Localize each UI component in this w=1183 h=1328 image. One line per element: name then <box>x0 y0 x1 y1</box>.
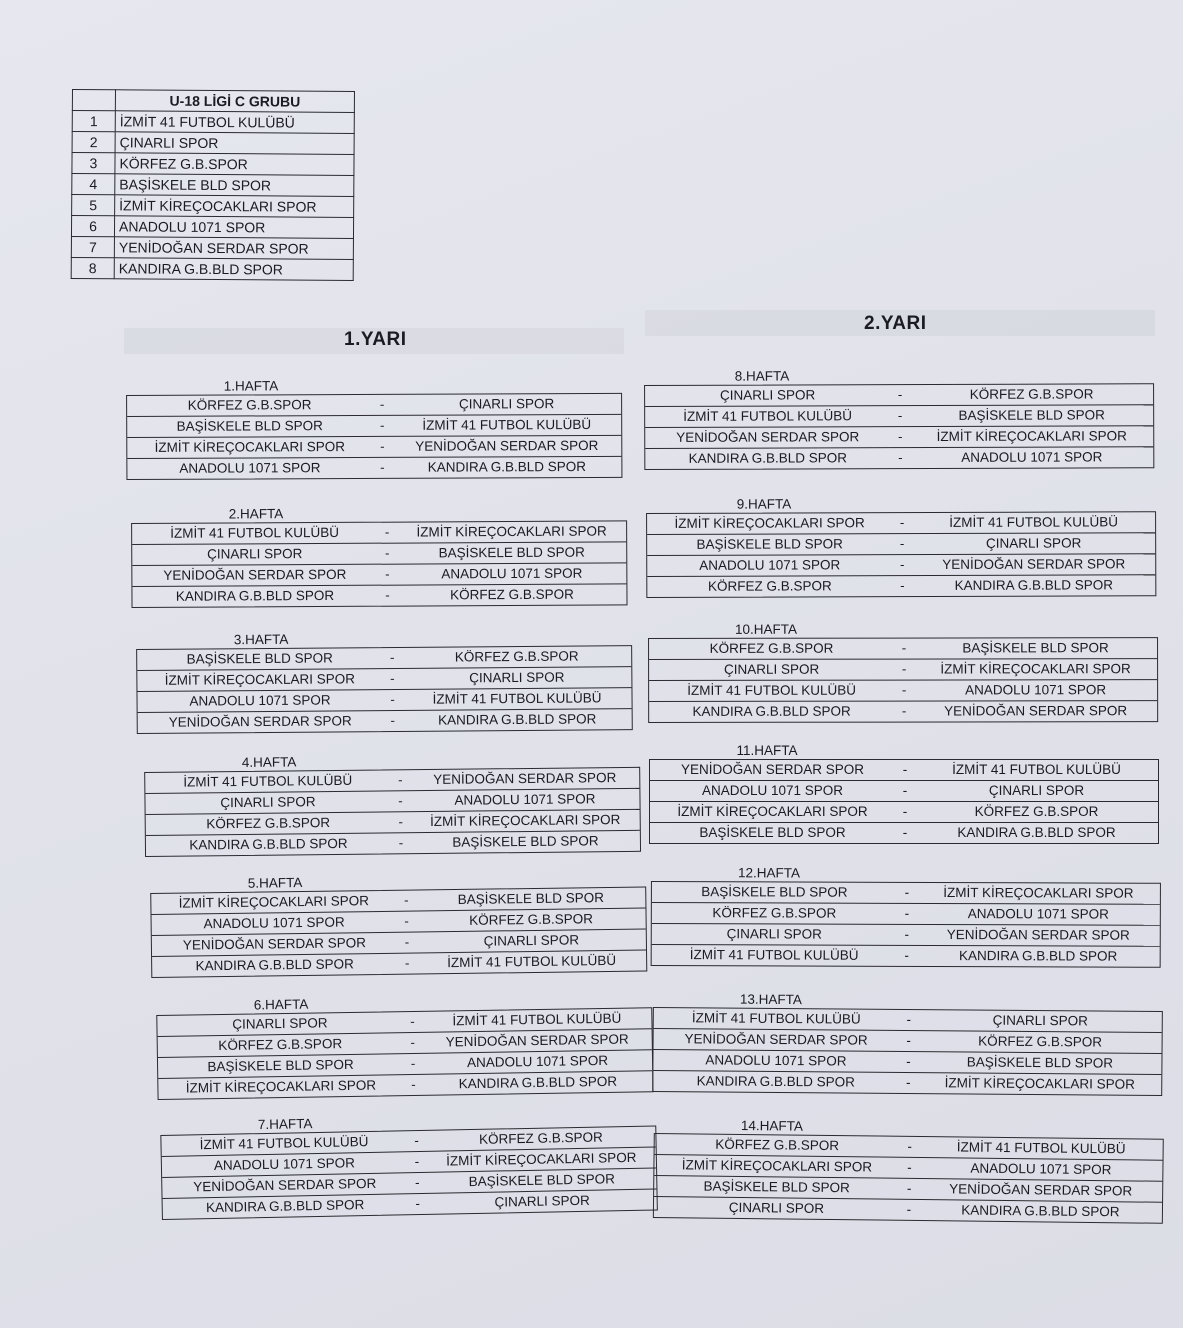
week-match-table <box>644 383 1154 470</box>
match-separator: - <box>397 772 403 788</box>
match-separator: - <box>904 947 909 963</box>
away-team: BAŞİSKELE BLD SPOR <box>468 1171 616 1190</box>
week-match-table <box>150 887 647 978</box>
team-number: 5 <box>72 195 115 216</box>
team-row <box>71 236 353 259</box>
team-name: BAŞİSKELE BLD SPOR <box>115 174 354 197</box>
home-team: KÖRFEZ G.B.SPOR <box>709 640 834 656</box>
match-separator: - <box>899 536 905 552</box>
away-team: ÇINARLI SPOR <box>986 535 1082 551</box>
match-separator: - <box>410 1055 416 1072</box>
team-list-header-row <box>72 90 354 113</box>
team-row <box>71 216 353 239</box>
away-team: İZMİT 41 FUTBOL KULÜBÜ <box>452 1010 622 1029</box>
home-team: BAŞİSKELE BLD SPOR <box>186 650 333 667</box>
team-row <box>71 257 353 280</box>
team-name: KANDIRA G.B.BLD SPOR <box>114 258 353 281</box>
match-separator: - <box>403 892 409 908</box>
home-team: ANADOLU 1071 SPOR <box>705 1052 847 1069</box>
home-team: KANDIRA G.B.BLD SPOR <box>205 1197 365 1216</box>
away-team: KÖRFEZ G.B.SPOR <box>454 648 579 665</box>
match-separator: - <box>906 1180 912 1196</box>
week-block <box>644 366 1154 470</box>
away-team: İZMİT KİREÇOCAKLARI SPOR <box>936 428 1127 444</box>
away-team: KÖRFEZ G.B.SPOR <box>478 1129 603 1147</box>
home-team: KÖRFEZ G.B.SPOR <box>712 905 837 921</box>
match-row <box>650 760 1158 780</box>
home-team: ANADOLU 1071 SPOR <box>203 914 345 932</box>
team-name: ANADOLU 1071 SPOR <box>114 216 353 239</box>
match-row <box>649 700 1157 722</box>
match-separator: - <box>902 825 908 840</box>
match-separator: - <box>380 459 385 475</box>
match-separator: - <box>901 703 907 719</box>
week-match-table <box>144 767 641 857</box>
away-team: İZMİT KİREÇOCAKLARI SPOR <box>416 523 607 540</box>
match-separator: - <box>390 691 395 708</box>
away-team: İZMİT 41 FUTBOL KULÜBÜ <box>432 690 602 707</box>
match-separator: - <box>899 557 905 573</box>
match-separator: - <box>902 783 908 798</box>
away-team: ÇINARLI SPOR <box>494 1192 590 1210</box>
match-separator: - <box>906 1011 912 1028</box>
match-row <box>649 638 1157 659</box>
away-team: YENİDOĞAN SERDAR SPOR <box>949 1181 1133 1199</box>
match-separator: - <box>404 913 409 929</box>
away-team: ANADOLU 1071 SPOR <box>967 906 1109 922</box>
team-list-table <box>71 89 355 281</box>
match-separator: - <box>414 1175 420 1191</box>
home-team: İZMİT KİREÇOCAKLARI SPOR <box>178 893 370 911</box>
team-row <box>72 195 354 218</box>
match-separator: - <box>905 1074 911 1091</box>
team-number: 8 <box>71 257 114 278</box>
home-team: İZMİT 41 FUTBOL KULÜBÜ <box>683 408 853 424</box>
home-team: KANDIRA G.B.BLD SPOR <box>696 1073 855 1090</box>
team-number: 3 <box>72 153 115 174</box>
match-row <box>645 446 1153 469</box>
match-separator: - <box>902 762 908 777</box>
match-row <box>132 583 626 607</box>
team-list-header: U-18 LİGİ C GRUBU <box>115 90 354 113</box>
home-team: İZMİT 41 FUTBOL KULÜBÜ <box>183 772 353 790</box>
home-team: YENİDOĞAN SERDAR SPOR <box>680 762 865 777</box>
away-team: ÇINARLI SPOR <box>992 1012 1088 1029</box>
match-separator: - <box>897 429 903 445</box>
week-block <box>126 376 622 480</box>
week-block <box>651 864 1161 968</box>
week-title: 10.HAFTA <box>734 621 798 637</box>
week-title: 13.HAFTA <box>739 991 802 1008</box>
away-team: İZMİT 41 FUTBOL KULÜBÜ <box>447 952 617 971</box>
home-team: KANDIRA G.B.BLD SPOR <box>195 956 354 974</box>
home-team: KÖRFEZ G.B.SPOR <box>715 1136 840 1154</box>
match-separator: - <box>384 524 390 540</box>
away-team: KANDIRA G.B.BLD SPOR <box>954 577 1113 593</box>
week-title: 12.HAFTA <box>737 865 800 881</box>
home-team: İZMİT 41 FUTBOL KULÜBÜ <box>691 1010 861 1027</box>
home-team: YENİDOĞAN SERDAR SPOR <box>193 1175 377 1195</box>
match-separator: - <box>384 545 390 561</box>
away-team: ANADOLU 1071 SPOR <box>970 1160 1112 1178</box>
week-title: 6.HAFTA <box>253 996 309 1013</box>
match-row <box>654 1028 1162 1053</box>
away-team: İZMİT KİREÇOCAKLARI SPOR <box>429 812 621 830</box>
team-name: İZMİT KİREÇOCAKLARI SPOR <box>115 195 354 218</box>
match-row <box>652 902 1160 925</box>
away-team: KANDIRA G.B.BLD SPOR <box>458 1073 618 1092</box>
away-team: KÖRFEZ G.B.SPOR <box>450 586 574 603</box>
match-separator: - <box>410 1013 415 1030</box>
match-row <box>647 553 1155 576</box>
away-team: İZMİT KİREÇOCAKLARI SPOR <box>944 1075 1135 1092</box>
week-title: 4.HAFTA <box>241 754 297 770</box>
home-team: İZMİT KİREÇOCAKLARI SPOR <box>185 1077 377 1096</box>
away-team: İZMİT KİREÇOCAKLARI SPOR <box>943 885 1134 901</box>
week-match-table <box>648 637 1158 723</box>
away-team: ANADOLU 1071 SPOR <box>965 682 1107 698</box>
home-team: YENİDOĞAN SERDAR SPOR <box>168 713 352 730</box>
match-separator: - <box>385 566 390 582</box>
team-row <box>72 132 354 155</box>
week-title: 8.HAFTA <box>734 368 790 384</box>
home-team: İZMİT 41 FUTBOL KULÜBÜ <box>170 524 340 541</box>
match-row <box>127 435 621 458</box>
home-team: BAŞİSKELE BLD SPOR <box>176 418 323 434</box>
away-team: YENİDOĞAN SERDAR SPOR <box>433 770 617 787</box>
match-separator: - <box>900 578 905 594</box>
away-team: KANDIRA G.B.BLD SPOR <box>437 711 597 728</box>
match-row <box>647 574 1155 597</box>
away-team: İZMİT 41 FUTBOL KULÜBÜ <box>422 416 592 433</box>
home-team: YENİDOĞAN SERDAR SPOR <box>676 429 860 445</box>
team-row <box>72 153 354 176</box>
match-separator: - <box>398 814 404 830</box>
week-match-table <box>131 520 627 608</box>
team-number: 6 <box>71 216 114 237</box>
home-team: YENİDOĞAN SERDAR SPOR <box>684 1031 868 1048</box>
match-separator: - <box>899 515 905 531</box>
home-team: İZMİT 41 FUTBOL KULÜBÜ <box>689 947 859 963</box>
team-number: 7 <box>71 236 114 257</box>
home-team: ANADOLU 1071 SPOR <box>213 1155 356 1173</box>
match-separator: - <box>390 712 396 729</box>
home-team: KÖRFEZ G.B.SPOR <box>218 1036 343 1054</box>
match-separator: - <box>907 1159 912 1175</box>
away-team: YENİDOĞAN SERDAR SPOR <box>944 703 1128 719</box>
home-team: ÇINARLI SPOR <box>220 794 316 811</box>
week-block <box>646 494 1156 598</box>
away-team: BAŞİSKELE BLD SPOR <box>452 833 599 850</box>
second-half-title: 2.YARI <box>864 313 927 334</box>
home-team: BAŞİSKELE BLD SPOR <box>207 1056 354 1075</box>
home-team: KÖRFEZ G.B.SPOR <box>707 578 832 594</box>
week-match-table <box>156 1007 653 1100</box>
away-team: KANDIRA G.B.BLD SPOR <box>961 1202 1120 1220</box>
away-team: İZMİT 41 FUTBOL KULÜBÜ <box>949 514 1119 530</box>
match-separator: - <box>390 670 395 687</box>
week-match-table <box>160 1125 658 1220</box>
match-separator: - <box>901 661 907 677</box>
match-separator: - <box>414 1154 420 1170</box>
home-team: İZMİT KİREÇOCAKLARI SPOR <box>164 671 356 688</box>
away-team: BAŞİSKELE BLD SPOR <box>958 407 1105 423</box>
match-separator: - <box>415 1196 421 1212</box>
match-row <box>137 666 631 691</box>
match-row <box>649 658 1157 680</box>
home-team: ÇINARLI SPOR <box>232 1015 328 1032</box>
week-block <box>144 750 641 857</box>
match-separator: - <box>897 387 903 403</box>
match-row <box>647 532 1155 555</box>
home-team: BAŞİSKELE BLD SPOR <box>699 825 846 840</box>
home-team: İZMİT 41 FUTBOL KULÜBÜ <box>199 1134 369 1153</box>
home-team: ÇINARLI SPOR <box>719 387 816 403</box>
match-row <box>132 562 626 586</box>
week-match-table <box>136 645 633 734</box>
away-team: ÇINARLI SPOR <box>469 669 565 686</box>
away-team: İZMİT 41 FUTBOL KULÜBÜ <box>956 1139 1126 1157</box>
week-title: 14.HAFTA <box>740 1117 803 1134</box>
match-separator: - <box>404 934 410 950</box>
week-block <box>131 503 628 608</box>
week-block <box>653 1116 1164 1224</box>
match-row <box>645 425 1153 448</box>
first-half-title: 1.YARI <box>344 329 407 350</box>
match-row <box>137 687 631 712</box>
home-team: ÇINARLI SPOR <box>726 926 822 942</box>
home-team: ANADOLU 1071 SPOR <box>699 557 841 573</box>
match-row <box>127 414 621 437</box>
match-row <box>647 512 1155 534</box>
match-separator: - <box>898 450 903 466</box>
match-separator: - <box>901 640 907 656</box>
team-number: 4 <box>72 174 115 195</box>
home-team: BAŞİSKELE BLD SPOR <box>701 884 848 900</box>
away-team: KÖRFEZ G.B.SPOR <box>974 804 1099 819</box>
away-team: ÇINARLI SPOR <box>458 396 555 412</box>
team-number: 1 <box>72 111 115 132</box>
team-name: YENİDOĞAN SERDAR SPOR <box>114 237 353 260</box>
away-team: İZMİT 41 FUTBOL KULÜBÜ <box>952 762 1121 777</box>
week-block <box>156 990 654 1100</box>
away-team: ANADOLU 1071 SPOR <box>454 791 596 808</box>
home-team: ANADOLU 1071 SPOR <box>701 783 844 798</box>
home-team: KÖRFEZ G.B.SPOR <box>187 397 312 413</box>
match-separator: - <box>902 804 908 819</box>
match-row <box>127 456 621 479</box>
away-team: ANADOLU 1071 SPOR <box>441 565 583 582</box>
match-separator: - <box>904 884 910 900</box>
away-team: İZMİT KİREÇOCAKLARI SPOR <box>446 1149 637 1169</box>
match-row <box>645 384 1153 406</box>
team-name: KÖRFEZ G.B.SPOR <box>115 153 354 176</box>
home-team: BAŞİSKELE BLD SPOR <box>703 1178 850 1196</box>
match-row <box>652 944 1160 967</box>
team-row <box>72 111 354 134</box>
match-row <box>653 1070 1161 1095</box>
week-block <box>136 628 633 734</box>
away-team: BAŞİSKELE BLD SPOR <box>438 544 585 561</box>
match-separator: - <box>414 1133 419 1149</box>
away-team: YENİDOĞAN SERDAR SPOR <box>415 437 599 454</box>
match-separator: - <box>906 1032 911 1049</box>
away-team: YENİDOĞAN SERDAR SPOR <box>946 927 1130 943</box>
match-row <box>652 923 1160 946</box>
week-title: 5.HAFTA <box>247 875 303 891</box>
away-team: YENİDOĞAN SERDAR SPOR <box>942 556 1126 572</box>
home-team: ÇINARLI SPOR <box>723 661 820 677</box>
team-name: ÇINARLI SPOR <box>115 132 354 155</box>
week-match-table <box>646 511 1156 598</box>
home-team: YENİDOĞAN SERDAR SPOR <box>182 935 367 953</box>
match-row <box>653 1049 1161 1074</box>
match-row <box>127 394 621 416</box>
week-block <box>648 620 1158 723</box>
match-row <box>138 708 632 733</box>
home-team: KÖRFEZ G.B.SPOR <box>206 815 331 832</box>
match-row <box>650 801 1158 822</box>
away-team: BAŞİSKELE BLD SPOR <box>457 890 605 907</box>
match-separator: - <box>907 1138 913 1154</box>
match-row <box>654 1008 1162 1032</box>
week-title: 9.HAFTA <box>736 496 792 512</box>
home-team: YENİDOĞAN SERDAR SPOR <box>163 566 347 583</box>
match-separator: - <box>398 835 404 851</box>
match-row <box>132 521 626 544</box>
match-separator: - <box>897 408 903 424</box>
away-team: KANDIRA G.B.BLD SPOR <box>957 825 1116 840</box>
week-block <box>652 990 1163 1096</box>
match-row <box>132 541 626 565</box>
away-team: ÇINARLI SPOR <box>483 932 580 949</box>
away-team: BAŞİSKELE BLD SPOR <box>966 1054 1114 1071</box>
week-block <box>150 870 647 978</box>
match-row <box>650 780 1158 801</box>
match-row <box>137 646 631 670</box>
home-team: İZMİT KİREÇOCAKLARI SPOR <box>674 515 865 531</box>
away-team: YENİDOĞAN SERDAR SPOR <box>445 1031 629 1050</box>
home-team: ANADOLU 1071 SPOR <box>179 460 321 476</box>
away-team: KÖRFEZ G.B.SPOR <box>978 1033 1103 1050</box>
home-team: ÇINARLI SPOR <box>728 1199 825 1216</box>
team-row <box>72 174 354 197</box>
away-team: KANDIRA G.B.BLD SPOR <box>958 948 1118 964</box>
home-team: İZMİT 41 FUTBOL KULÜBÜ <box>687 682 857 698</box>
week-match-table <box>649 759 1159 844</box>
away-team: ANADOLU 1071 SPOR <box>961 449 1103 465</box>
home-team: KANDIRA G.B.BLD SPOR <box>692 703 851 719</box>
home-team: KANDIRA G.B.BLD SPOR <box>189 835 348 853</box>
week-match-table <box>653 1133 1164 1224</box>
away-team: KÖRFEZ G.B.SPOR <box>969 386 1094 402</box>
match-separator: - <box>906 1053 911 1070</box>
match-separator: - <box>379 396 385 412</box>
week-match-table <box>652 1007 1163 1096</box>
away-team: ÇINARLI SPOR <box>988 783 1085 798</box>
week-block <box>160 1108 658 1220</box>
week-title: 3.HAFTA <box>233 631 289 648</box>
match-separator: - <box>906 1201 912 1217</box>
week-title: 11.HAFTA <box>736 743 798 758</box>
home-team: İZMİT KİREÇOCAKLARI SPOR <box>154 439 345 455</box>
away-team: KANDIRA G.B.BLD SPOR <box>427 458 587 475</box>
match-separator: - <box>410 1034 416 1051</box>
team-number: 2 <box>72 132 115 153</box>
home-team: KANDIRA G.B.BLD SPOR <box>688 450 847 466</box>
week-match-table <box>651 881 1161 968</box>
team-name: İZMİT 41 FUTBOL KULÜBÜ <box>115 111 354 134</box>
home-team: KANDIRA G.B.BLD SPOR <box>175 587 335 604</box>
match-separator: - <box>901 682 907 698</box>
away-team: ANADOLU 1071 SPOR <box>466 1052 609 1071</box>
match-separator: - <box>398 793 403 809</box>
match-row <box>650 822 1158 843</box>
match-separator: - <box>904 926 910 942</box>
week-title: 2.HAFTA <box>228 506 284 522</box>
match-separator: - <box>904 905 910 921</box>
week-match-table <box>126 393 622 480</box>
match-row <box>649 679 1157 701</box>
home-team: ANADOLU 1071 SPOR <box>189 692 331 709</box>
match-row <box>652 882 1160 904</box>
match-separator: - <box>404 955 410 971</box>
week-title: 1.HAFTA <box>223 378 279 394</box>
away-team: BAŞİSKELE BLD SPOR <box>962 640 1109 656</box>
home-team: İZMİT KİREÇOCAKLARI SPOR <box>681 1157 873 1175</box>
week-block <box>649 742 1159 844</box>
home-team: İZMİT KİREÇOCAKLARI SPOR <box>677 804 868 819</box>
match-separator: - <box>389 649 395 666</box>
match-separator: - <box>411 1076 416 1093</box>
match-row <box>645 404 1153 427</box>
match-separator: - <box>379 417 385 433</box>
header-blank-cell <box>72 90 115 111</box>
away-team: KÖRFEZ G.B.SPOR <box>469 911 594 928</box>
match-separator: - <box>380 438 385 454</box>
home-team: ÇINARLI SPOR <box>207 546 303 562</box>
home-team: BAŞİSKELE BLD SPOR <box>696 536 843 552</box>
week-title: 7.HAFTA <box>257 1116 313 1133</box>
away-team: İZMİT KİREÇOCAKLARI SPOR <box>940 661 1131 677</box>
match-separator: - <box>385 587 390 603</box>
